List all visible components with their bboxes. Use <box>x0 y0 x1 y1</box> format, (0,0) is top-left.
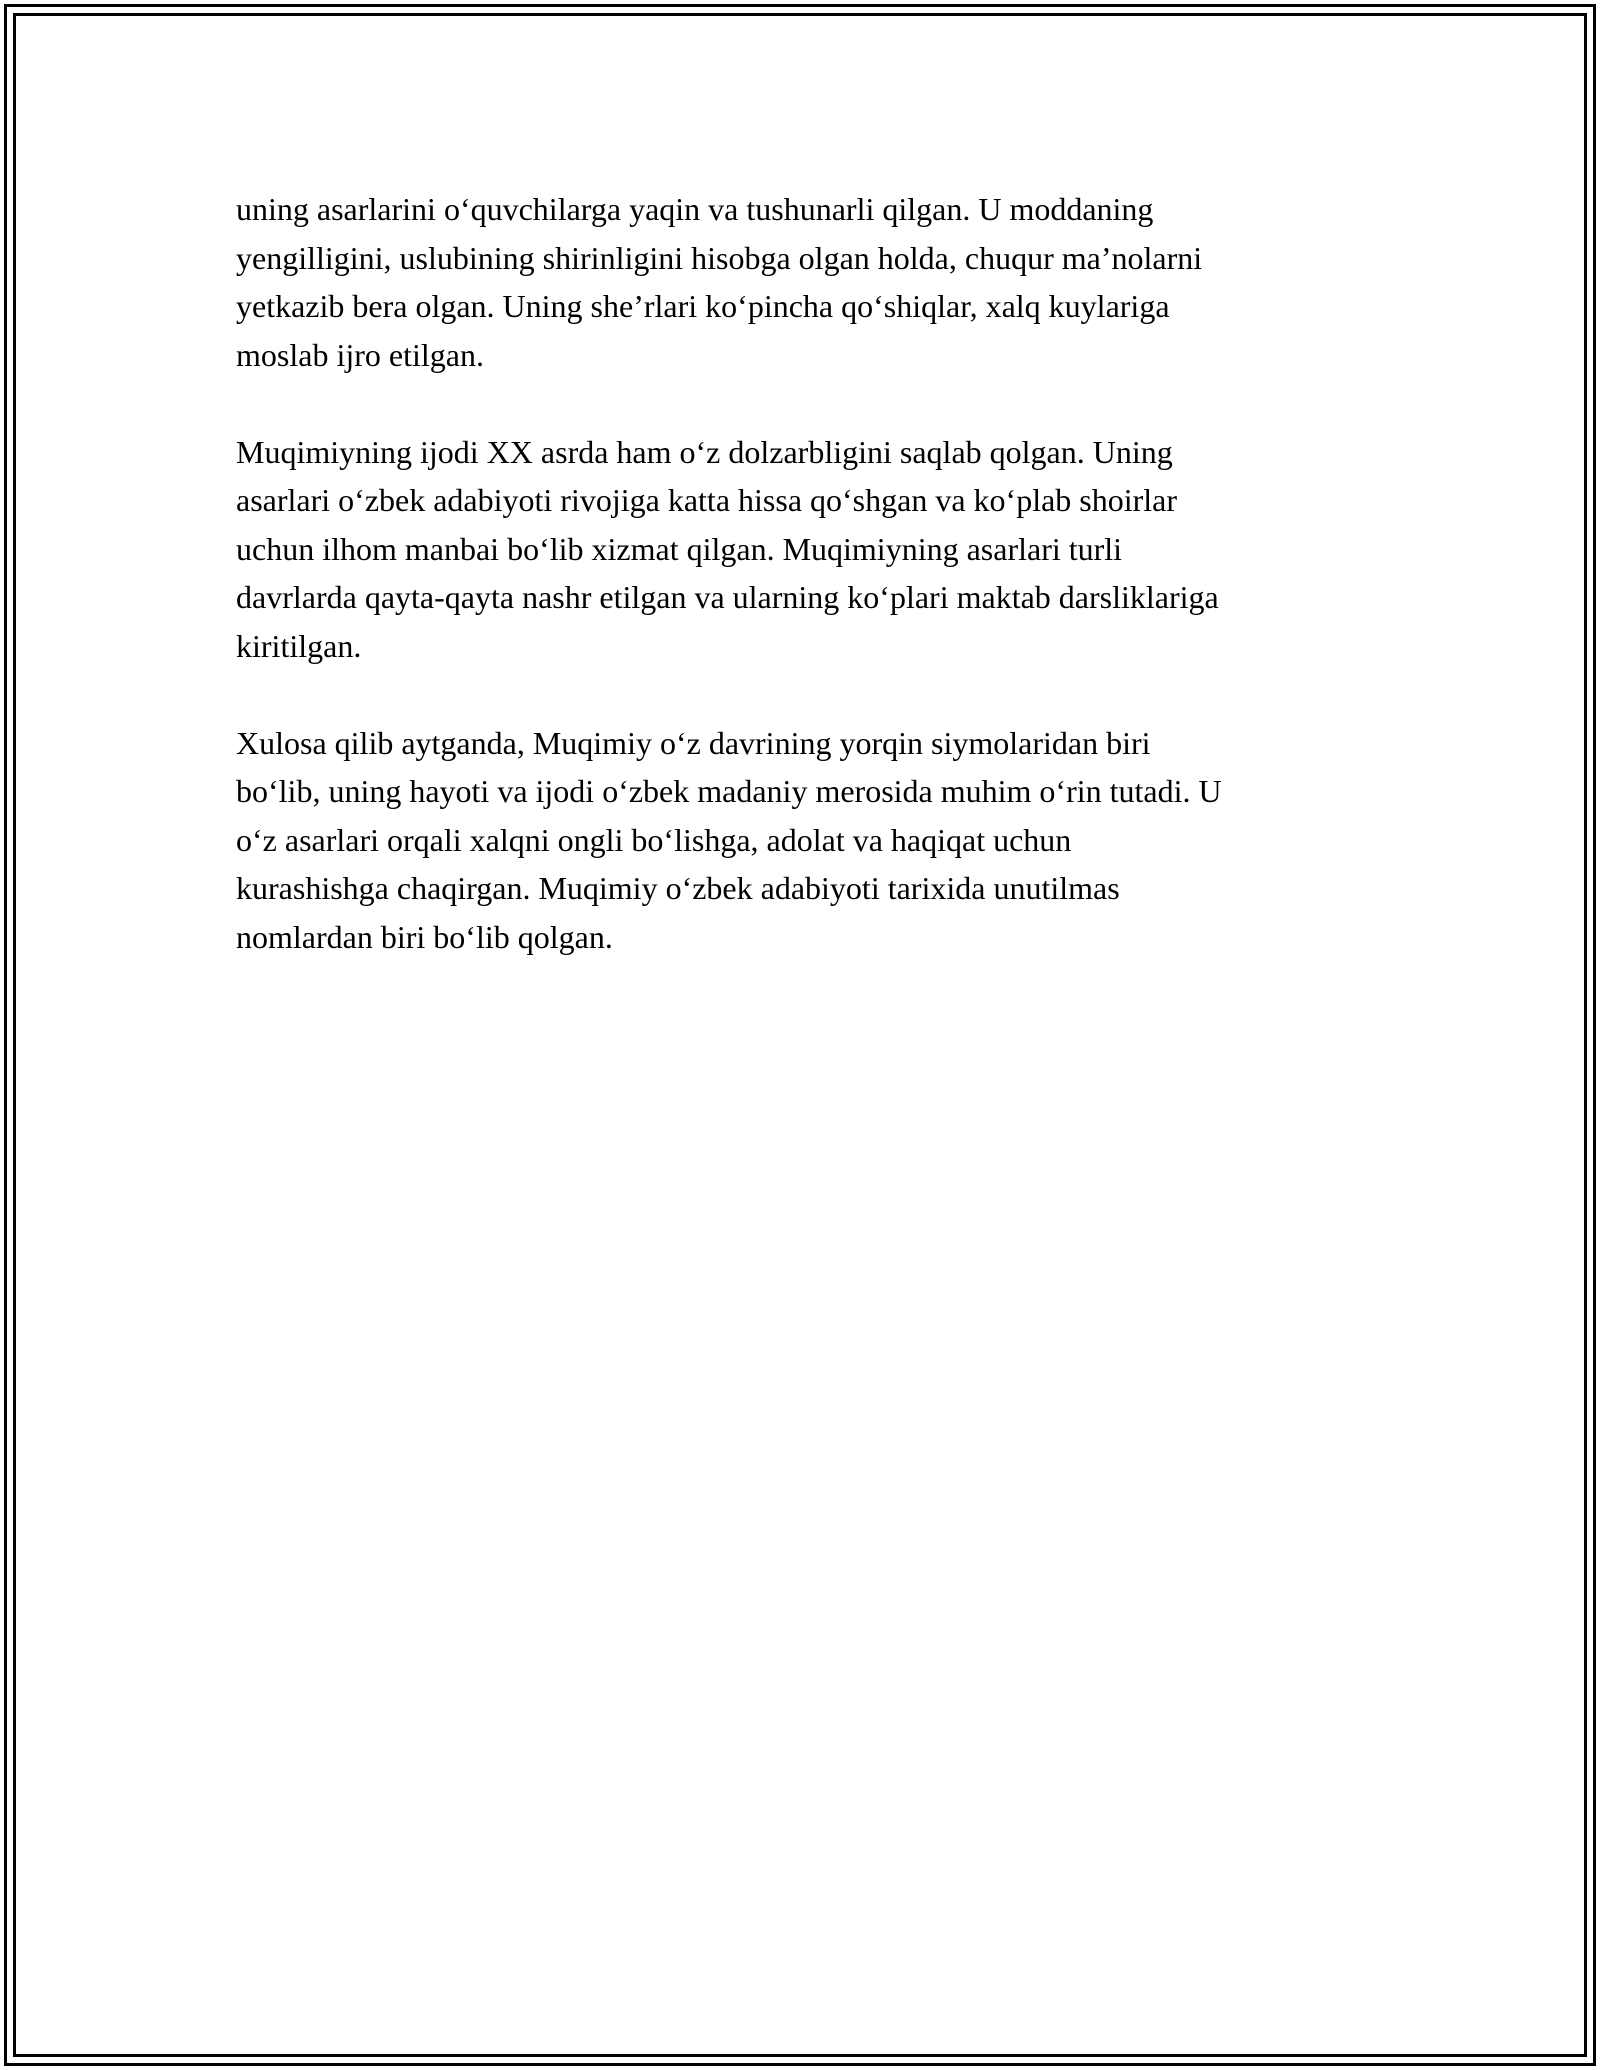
paragraph-2: Muqimiyning ijodi XX asrda ham o‘z dolzarbligini saqlab qolgan. Uning asarlari o‘zbek adabiyoti rivojiga katta hissa qo‘shgan va ko‘plab shoirlar uchun ilhom manbai bo‘lib xizmat qilgan. Muqimiyning asarlari turli davrlarda qayta-qayta nashr etilgan va ularning ko‘plari maktab darsliklariga kiritilgan. <box>236 433 1219 664</box>
paragraph-3: Xulosa qilib aytganda, Muqimiy o‘z davrining yorqin siymolaridan biri bo‘lib, uning hayoti va ijodi o‘zbek madaniy merosida muhim o‘rin tutadi. U o‘z asarlari orqali xalqni ongli bo‘lishga, adolat va haqiqat uchun kurashishga chaqirgan. Muqimiy o‘zbek adabiyoti tarixida unutilmas nomlardan biri bo‘lib qolgan. <box>236 724 1222 955</box>
paragraph-1: uning asarlarini o‘quvchilarga yaqin va tushunarli qilgan. U moddaning yengilligini, uslubining shirinligini hisobga olgan holda, chuqur ma’nolarni yetkazib bera olgan. Uning she’rlari ko‘pincha qo‘shiqlar, xalq kuylariga moslab ijro etilgan. <box>236 191 1203 373</box>
document-body <box>236 185 1386 1010</box>
